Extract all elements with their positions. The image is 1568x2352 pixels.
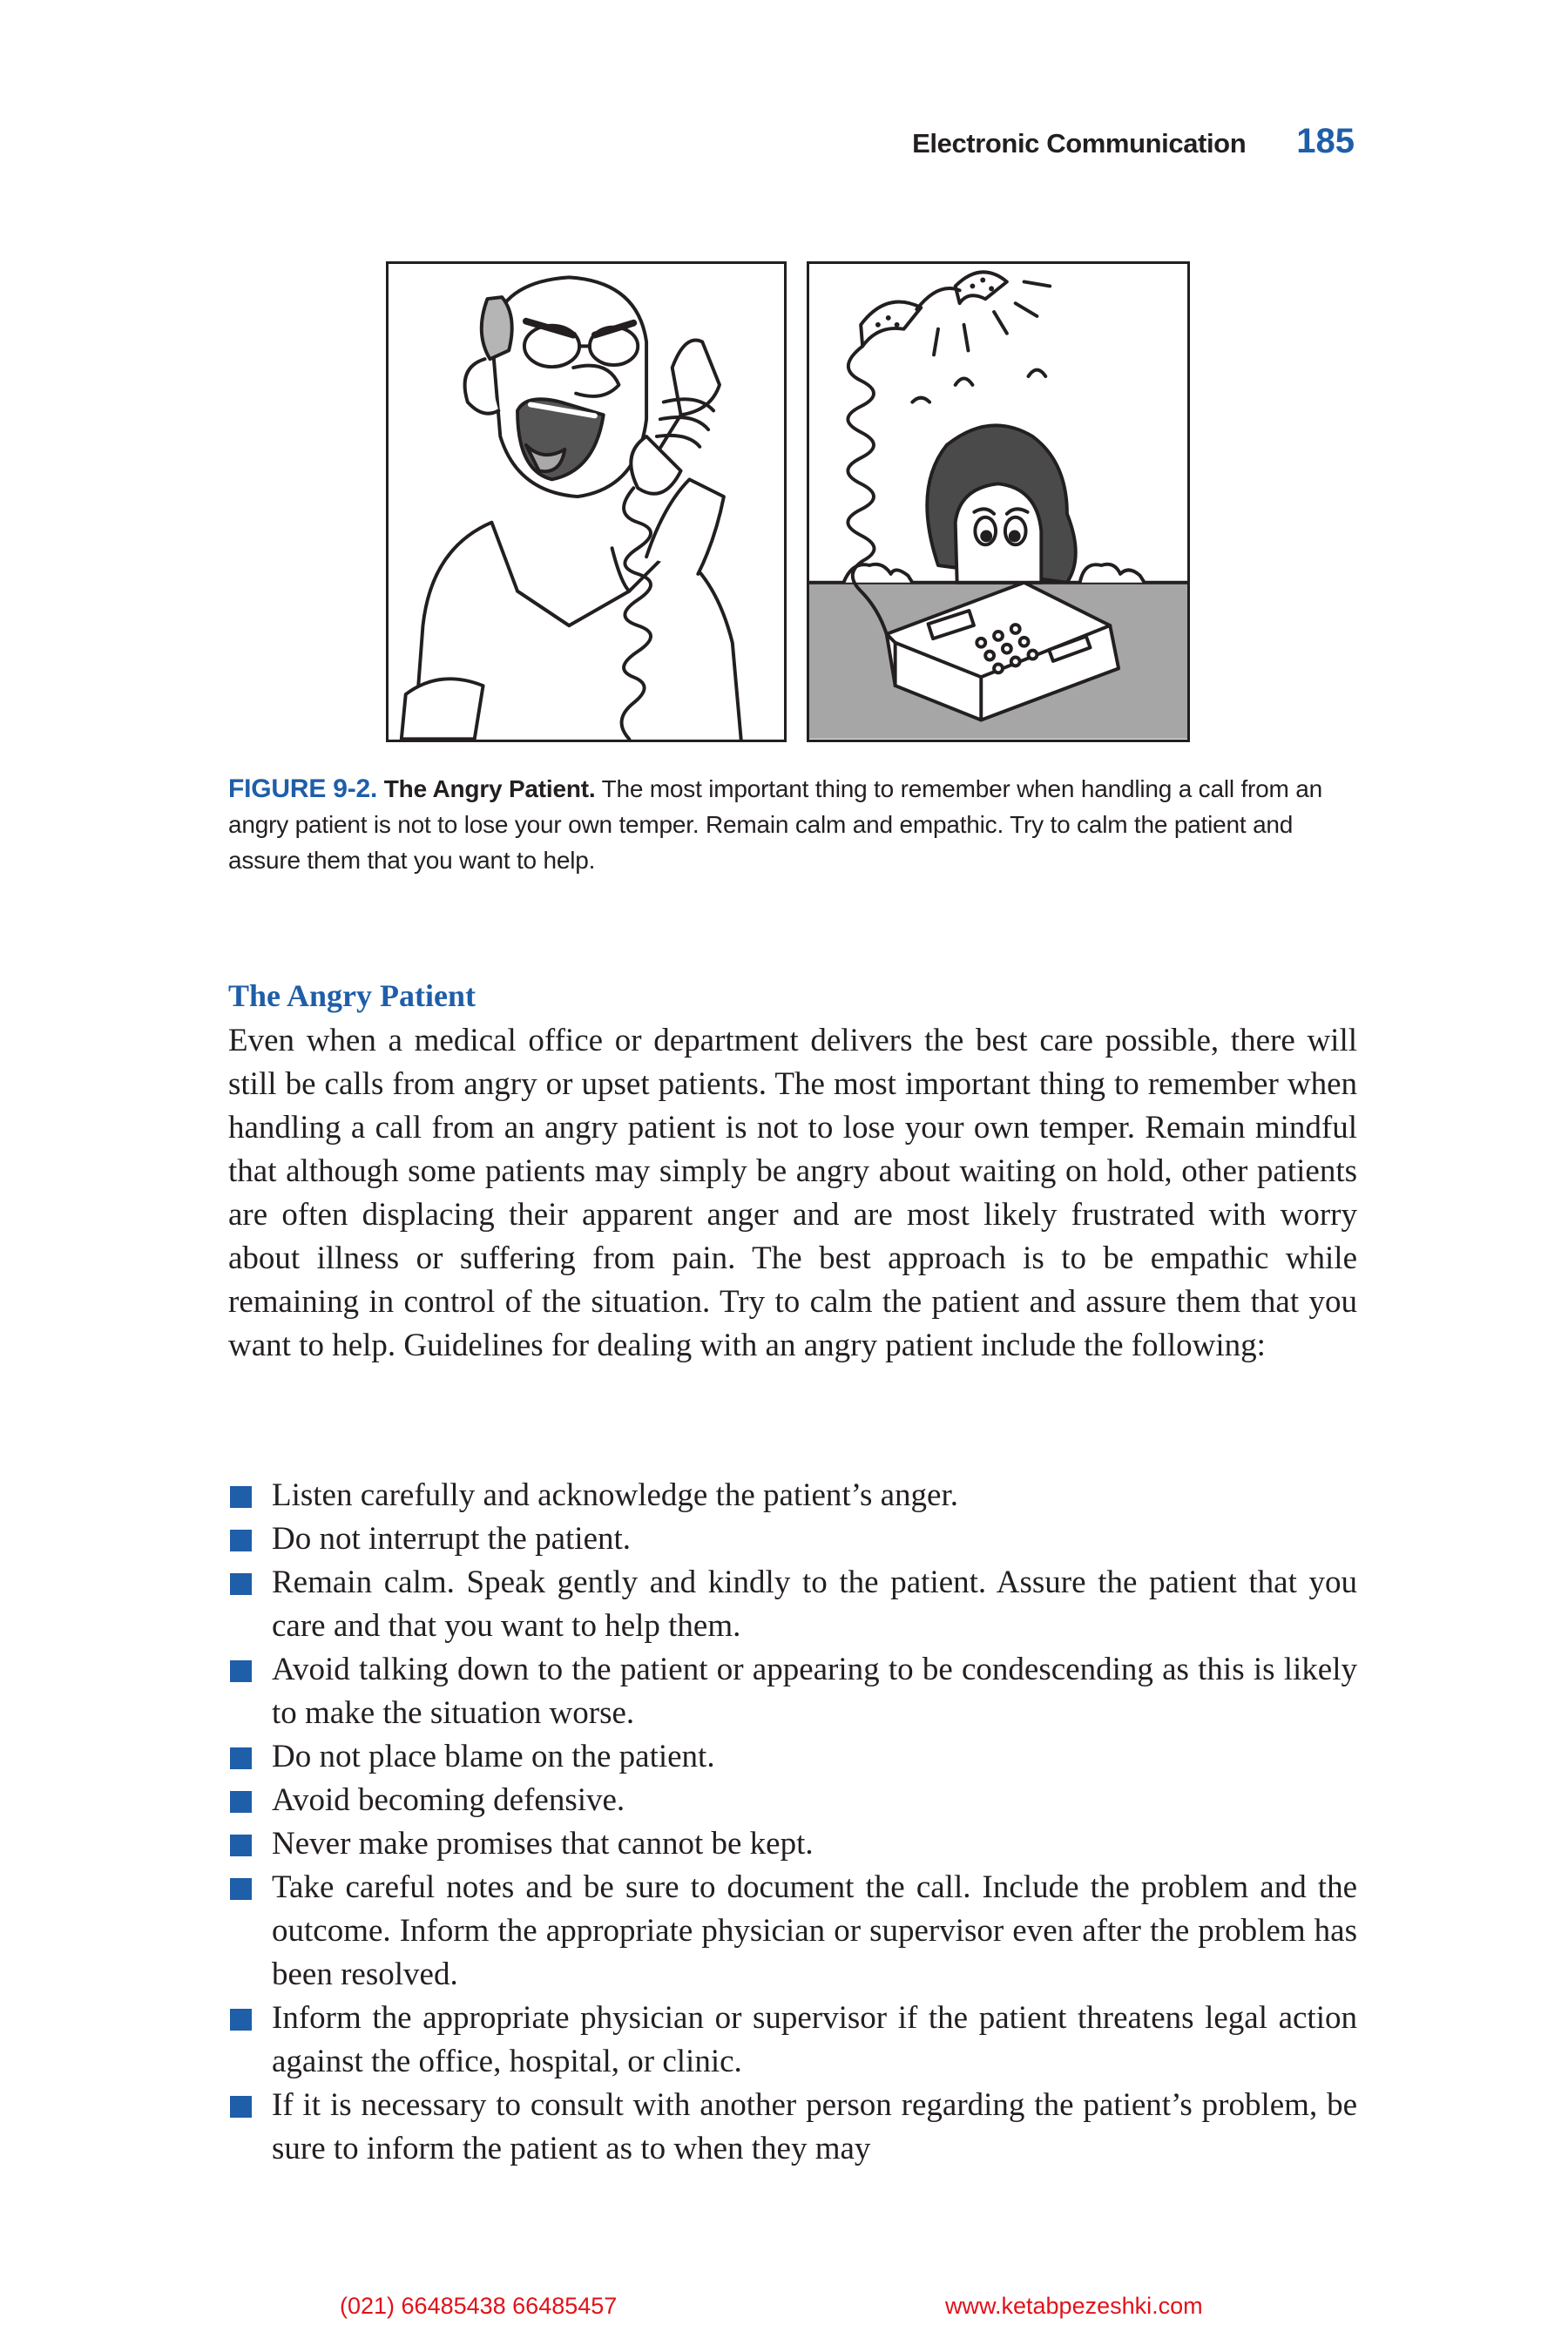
bullet-square-icon (230, 1530, 252, 1551)
list-item (228, 1822, 1357, 1866)
list-item (228, 1648, 1357, 1735)
bullet-square-icon (230, 2096, 252, 2118)
angry-man-illustration (389, 264, 784, 740)
figure-illustration (386, 261, 1205, 749)
list-item-text: Never make promises that cannot be kept. (272, 1826, 814, 1862)
figure-caption-text: The most important thing to remember when handling a call from an angry patient is not to lose your own temper. Remain calm and empathic. Try to calm the patient and assure them that you want to help. (228, 775, 1322, 874)
list-item-text: If it is necessary to consult with another person regarding the patient’s problem, be sure to inform the patient as to when they may (272, 2087, 1357, 2166)
page-number: 185 (1296, 122, 1355, 160)
bullet-square-icon (230, 1747, 252, 1769)
worried-woman-panel (807, 261, 1190, 742)
figure-title: The Angry Patient. (383, 775, 596, 802)
section-heading: The Angry Patient (228, 978, 476, 1013)
worried-woman-illustration (809, 264, 1187, 740)
bullet-square-icon (230, 2009, 252, 2031)
list-item (228, 1561, 1357, 1648)
list-item-text: Do not place blame on the patient. (272, 1739, 715, 1774)
angry-man-panel (386, 261, 787, 742)
list-item-text: Avoid becoming defensive. (272, 1782, 625, 1818)
body-paragraph: Even when a medical office or department delivers the best care possible, there will still be calls from angry or upset patients. The most important thing to remember when handling a call from an angry patient is not to lose your own temper. Remain mindful that although some patients may simply be angry about waiting on hold, other patients are often displacing their apparent anger and are most likely frustrated with worry about illness or suffering from pain. The best approach is to be empathic while remaining in control of the situation. Try to calm the patient and assure them that you want to help. Guidelines for dealing with an angry patient include the following: (228, 1023, 1357, 1363)
footer-phone: (021) 66485438 66485457 (340, 2293, 618, 2319)
list-item-text: Remain calm. Speak gently and kindly to the patient. Assure the patient that you care and that you want to help them. (272, 1565, 1357, 1644)
bullet-square-icon (230, 1573, 252, 1595)
running-title: Electronic Communication (912, 128, 1247, 159)
running-header (912, 122, 1355, 161)
list-item (228, 1779, 1357, 1822)
list-item (228, 1735, 1357, 1779)
bullet-square-icon (230, 1791, 252, 1813)
list-item (228, 1997, 1357, 2084)
list-item-text: Inform the appropriate physician or supervisor if the patient threatens legal action against the office, hospital, or clinic. (272, 2000, 1357, 2079)
figure-label: FIGURE 9-2. (228, 774, 378, 803)
list-item-text: Listen carefully and acknowledge the patient’s anger. (272, 1477, 959, 1513)
figure-caption (228, 771, 1361, 878)
list-item (228, 1866, 1357, 1997)
bullet-square-icon (230, 1835, 252, 1856)
bullet-square-icon (230, 1486, 252, 1508)
bullet-square-icon (230, 1660, 252, 1682)
list-item-text: Do not interrupt the patient. (272, 1521, 632, 1557)
guidelines-list (228, 1474, 1357, 2171)
footer-website-link[interactable]: www.ketabpezeshki.com (945, 2293, 1203, 2319)
list-item (228, 2084, 1357, 2171)
list-item-text: Avoid talking down to the patient or appearing to be condescending as this is likely to make the situation worse. (272, 1652, 1357, 1731)
bullet-square-icon (230, 1878, 252, 1900)
list-item (228, 1517, 1357, 1561)
list-item (228, 1474, 1357, 1517)
list-item-text: Take careful notes and be sure to document the call. Include the problem and the outcome. Inform the appropriate physician or supervisor even after the problem has been resolved. (272, 1869, 1357, 1992)
